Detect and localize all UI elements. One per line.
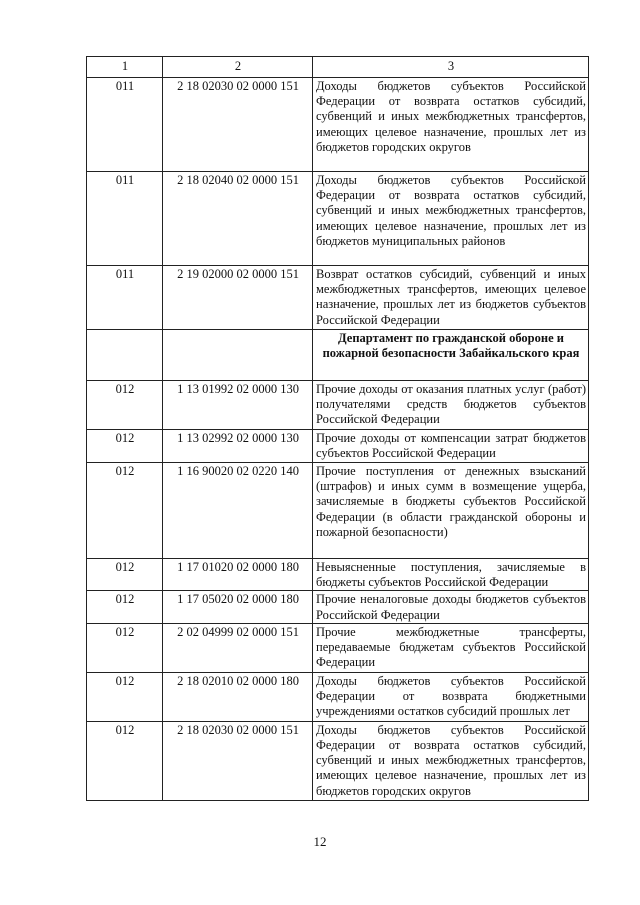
description-cell: Прочие неналоговые доходы бюджетов субъектов Российской Федерации [313,591,589,623]
header-cell-2: 2 [163,57,313,78]
admin-code-cell: 012 [87,430,163,463]
admin-code-cell: 011 [87,266,163,330]
budget-classification-table [86,56,589,801]
budget-code-cell: 2 18 02040 02 0000 151 [163,172,313,266]
table-header-row [87,57,589,78]
budget-code-cell: 2 19 02000 02 0000 151 [163,266,313,330]
table-row [87,559,589,591]
description-cell: Прочие межбюджетные трансферты, передаваемые бюджетам субъектов Российской Федерации [313,623,589,672]
department-heading: Департамент по гражданской обороне и пожарной безопасности Забайкальского края [313,330,589,381]
admin-code-cell: 012 [87,463,163,559]
admin-code-cell: 012 [87,672,163,721]
description-cell: Прочие доходы от оказания платных услуг (работ) получателями средств бюджетов субъектов Российской Федерации [313,381,589,430]
budget-code-cell: 2 18 02010 02 0000 180 [163,672,313,721]
budget-code-cell: 1 17 05020 02 0000 180 [163,591,313,623]
table-row [87,463,589,559]
budget-code-cell: 2 18 02030 02 0000 151 [163,721,313,800]
section-row [87,330,589,381]
budget-code-cell: 2 02 04999 02 0000 151 [163,623,313,672]
description-cell: Возврат остатков субсидий, субвенций и иных межбюджетных трансфертов, имеющих целевое назначение, прошлых лет из бюджетов субъектов Российской Федерации [313,266,589,330]
description-cell: Доходы бюджетов субъектов Российской Федерации от возврата остатков субсидий, субвенций и иных межбюджетных трансфертов, имеющих целевое назначение, прошлых лет из бюджетов городских округов [313,721,589,800]
table-row [87,266,589,330]
budget-code-cell: 1 17 01020 02 0000 180 [163,559,313,591]
budget-code-cell: 1 13 01992 02 0000 130 [163,381,313,430]
admin-code-cell: 012 [87,591,163,623]
admin-code-cell: 011 [87,78,163,172]
admin-code-cell: 012 [87,721,163,800]
budget-code-cell: 1 16 90020 02 0220 140 [163,463,313,559]
admin-code-cell: 011 [87,172,163,266]
admin-code-cell: 012 [87,381,163,430]
table-row [87,672,589,721]
admin-code-cell: 012 [87,559,163,591]
description-cell: Прочие доходы от компенсации затрат бюджетов субъектов Российской Федерации [313,430,589,463]
description-cell: Доходы бюджетов субъектов Российской Федерации от возврата остатков субсидий, субвенций и иных межбюджетных трансфертов, имеющих целевое назначение, прошлых лет из бюджетов муниципальных районов [313,172,589,266]
page-number: 12 [313,834,327,849]
table-row [87,172,589,266]
description-cell: Доходы бюджетов субъектов Российской Федерации от возврата бюджетными учреждениями остатков субсидий прошлых лет [313,672,589,721]
header-cell-3: 3 [313,57,589,78]
budget-code-cell: 2 18 02030 02 0000 151 [163,78,313,172]
description-cell: Невыясненные поступления, зачисляемые в бюджеты субъектов Российской Федерации [313,559,589,591]
empty-cell [87,330,163,381]
description-cell: Прочие поступления от денежных взысканий (штрафов) и иных сумм в возмещение ущерба, зачисляемые в бюджеты субъектов Российской Федерации (в области гражданской обороны и пожарной безопасности) [313,463,589,559]
table-row [87,430,589,463]
table-row [87,591,589,623]
empty-cell [163,330,313,381]
header-cell-1: 1 [87,57,163,78]
table-row [87,78,589,172]
table-row [87,381,589,430]
table-row [87,623,589,672]
description-cell: Доходы бюджетов субъектов Российской Федерации от возврата остатков субсидий, субвенций и иных межбюджетных трансфертов, имеющих целевое назначение, прошлых лет из бюджетов городских округов [313,78,589,172]
table-row [87,721,589,800]
admin-code-cell: 012 [87,623,163,672]
budget-code-cell: 1 13 02992 02 0000 130 [163,430,313,463]
